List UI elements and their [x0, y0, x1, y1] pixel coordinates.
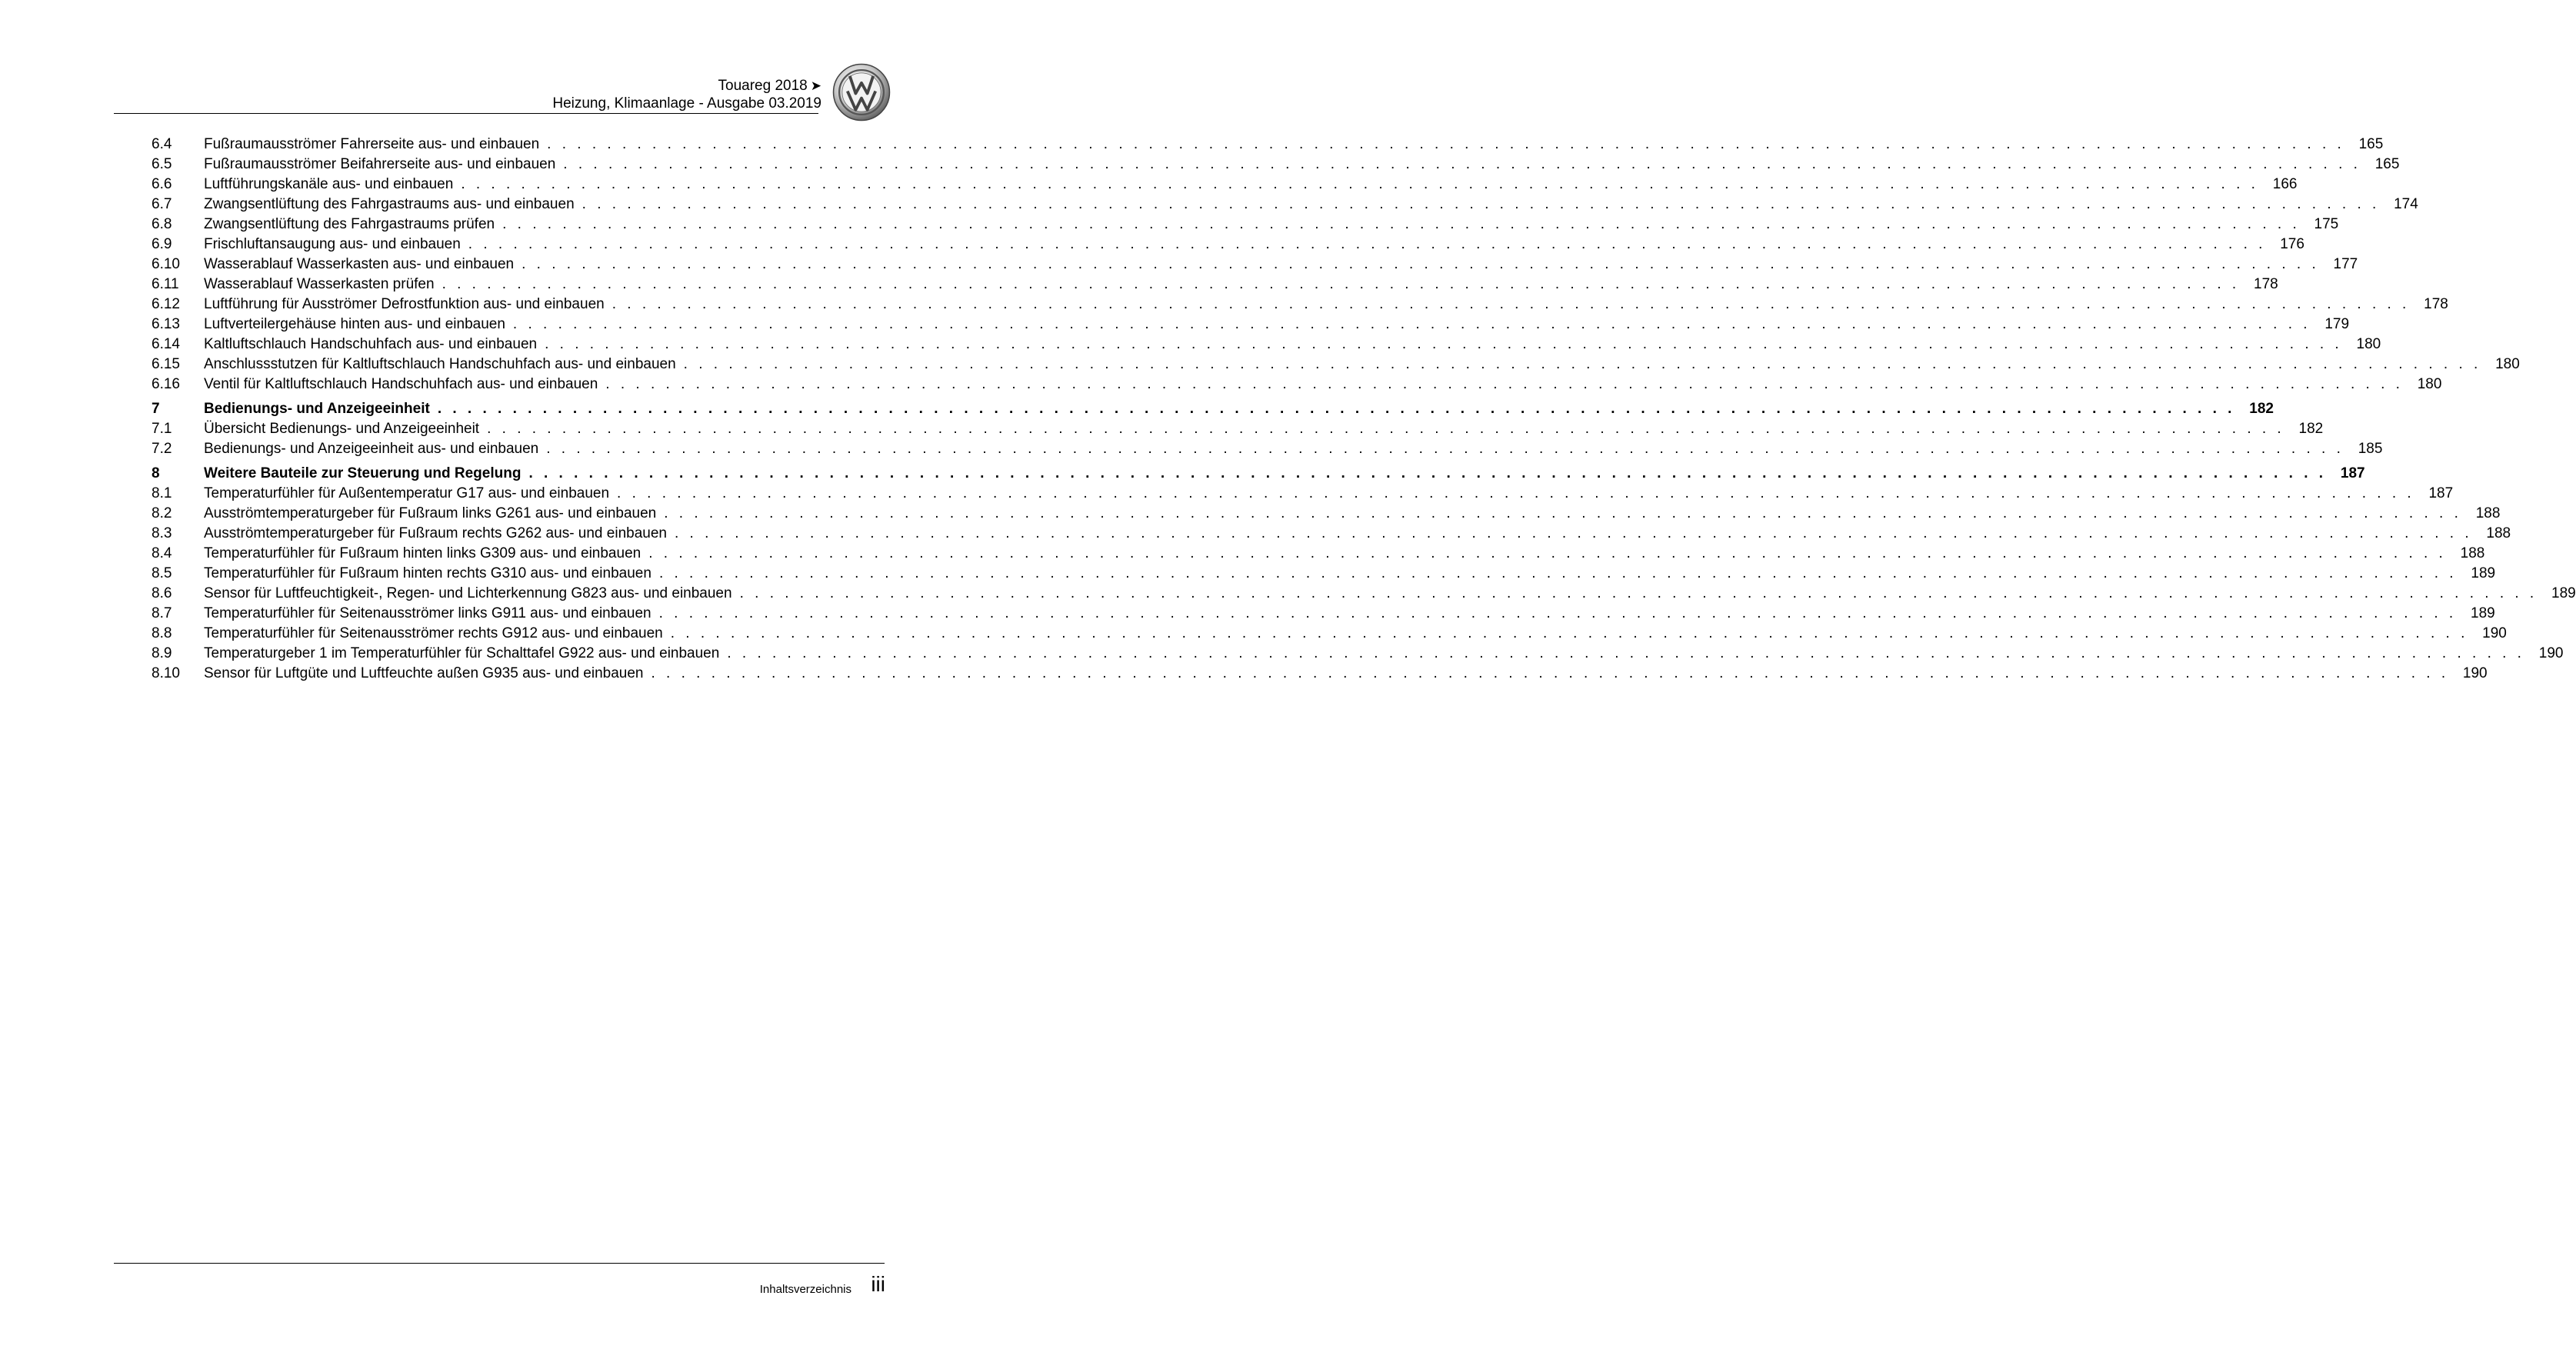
toc-dot-leader: . . . . . . . . . . . . . . . . . . . . . . . . . . . . . . . . . . . . . . . . . . . . . . . . . . . . . . . . . . . . . . . . . . . . . . . . . . . . . . . . . . . . . . . . . . . . . . . . . . . . . . . . . . . . . . . . . . . . . . . .	[617, 485, 2415, 501]
toc-number: 6.12	[152, 296, 180, 312]
toc-page-number: 182	[2249, 401, 2274, 417]
toc-title: Temperaturgeber 1 im Temperaturfühler für Schalttafel G922 aus- und einbauen	[204, 645, 720, 661]
toc-page-number: 185	[2358, 441, 2383, 457]
toc-dot-leader: . . . . . . . . . . . . . . . . . . . . . . . . . . . . . . . . . . . . . . . . . . . . . . . . . . . . . . . . . . . . . . . . . . . . . . . . . . . . . . . . . . . . . . . . . . . . . . . . . . . . . . . . . . . . . . . . . . . . . . . .	[658, 565, 2458, 581]
toc-number: 8.4	[152, 545, 172, 561]
toc-title: Sensor für Luftfeuchtigkeit-, Regen- und Lichterkennung G823 aus- und einbauen	[204, 585, 732, 601]
toc-row[interactable]	[152, 295, 2448, 315]
toc-dot-leader: . . . . . . . . . . . . . . . . . . . . . . . . . . . . . . . . . . . . . . . . . . . . . . . . . . . . . . . . . . . . . . . . . . . . . . . . . . . . . . . . . . . . . . . . . . . . . . . . . . . . . . . . . . . . . . . . . . . . . . . .	[605, 376, 2404, 392]
toc-page-number: 182	[2298, 421, 2324, 437]
toc-number: 6.7	[152, 196, 172, 212]
toc-dot-leader: . . . . . . . . . . . . . . . . . . . . . . . . . . . . . . . . . . . . . . . . . . . . . . . . . . . . . . . . . . . . . . . . . . . . . . . . . . . . . . . . . . . . . . . . . . . . . . . . . . . . . . . . . . . . . . . . . . . . . . . .	[582, 196, 2380, 212]
header-model	[552, 77, 821, 95]
toc-page-number: 177	[2333, 256, 2358, 272]
toc-row[interactable]	[152, 524, 2511, 544]
toc-dot-leader: . . . . . . . . . . . . . . . . . . . . . . . . . . . . . . . . . . . . . . . . . . . . . . . . . . . . . . . . . . . . . . . . . . . . . . . . . . . . . . . . . . . . . . . . . . . . . . . . . . . . . . . . . . . . . . . . . . . . . . . .	[487, 421, 2285, 437]
toc-number: 6.6	[152, 176, 172, 192]
toc-row[interactable]	[152, 584, 2576, 604]
toc-number: 8.10	[152, 665, 180, 681]
toc-title: Temperaturfühler für Seitenausströmer rechts G912 aus- und einbauen	[204, 625, 663, 641]
toc-page-number: 165	[2374, 156, 2400, 172]
toc-page-number: 188	[2486, 525, 2511, 541]
toc-title: Ventil für Kaltluftschlauch Handschuhfach aus- und einbauen	[204, 376, 598, 392]
toc-title: Sensor für Luftgüte und Luftfeuchte außen G935 aus- und einbauen	[204, 665, 644, 681]
toc-dot-leader: . . . . . . . . . . . . . . . . . . . . . . . . . . . . . . . . . . . . . . . . . . . . . . . . . . . . . . . . . . . . . . . . . . . . . . . . . . . . . . . . . . . . . . . . . . . . . . . . . . . . . . . . . . . . . . . . . . . . . . . .	[468, 236, 2266, 252]
toc-row[interactable]	[152, 544, 2485, 564]
toc-row[interactable]	[152, 355, 2520, 375]
toc-page-number: 188	[2460, 545, 2485, 561]
toc-row[interactable]	[152, 275, 2278, 295]
toc-number: 7.2	[152, 441, 172, 457]
toc-page-number: 174	[2394, 196, 2418, 212]
toc-number: 8.3	[152, 525, 172, 541]
toc-dot-leader: . . . . . . . . . . . . . . . . . . . . . . . . . . . . . . . . . . . . . . . . . . . . . . . . . . . . . . . . . . . . . . . . . . . . . . . . . . . . . . . . . . . . . . . . . . . . . . . . . . . . . . . . . . . . . . . . . . . . . . . .	[651, 665, 2449, 681]
toc-title: Temperaturfühler für Fußraum hinten rechts G310 aus- und einbauen	[204, 565, 651, 581]
toc-row[interactable]	[152, 235, 2304, 255]
toc-page-number: 180	[2356, 336, 2381, 352]
footer-section-label: Inhaltsverzeichnis	[759, 1283, 851, 1296]
toc-title: Fußraumausströmer Beifahrerseite aus- und einbauen	[204, 156, 556, 172]
toc-title: Luftführung für Ausströmer Defrostfunktion aus- und einbauen	[204, 296, 605, 312]
toc-dot-leader: . . . . . . . . . . . . . . . . . . . . . . . . . . . . . . . . . . . . . . . . . . . . . . . . . . . . . . . . . . . . . . . . . . . . . . . . . . . . . . . . . . . . . . . . . . . . . . . . . . . . . . . . . . . . . . . . . . . . . . . .	[545, 336, 2343, 352]
toc-page-number: 190	[2538, 645, 2564, 661]
toc-dot-leader: . . . . . . . . . . . . . . . . . . . . . . . . . . . . . . . . . . . . . . . . . . . . . . . . . . . . . . . . . . . . . . . . . . . . . . . . . . . . . . . . . . . . . . . . . . . . . . . . . . . . . . . . . . . . . . . . . . . . . . . .	[612, 296, 2410, 312]
header-divider	[114, 113, 818, 114]
toc-page-number: 190	[2482, 625, 2507, 641]
toc-title: Luftverteilergehäuse hinten aus- und einbauen	[204, 316, 505, 332]
toc-page-number: 166	[2272, 176, 2298, 192]
table-of-contents	[152, 135, 2576, 684]
toc-page-number: 189	[2551, 585, 2576, 601]
toc-number: 6.4	[152, 136, 172, 152]
toc-page-number: 175	[2314, 216, 2339, 232]
toc-dot-leader: . . . . . . . . . . . . . . . . . . . . . . . . . . . . . . . . . . . . . . . . . . . . . . . . . . . . . . . . . . . . . . . . . . . . . . . . . . . . . . . . . . . . . . . . . . . . . . . . . . . . . . . . . . . . . . . . . . . . . . . .	[512, 316, 2311, 332]
toc-row[interactable]	[152, 315, 2350, 335]
vw-logo-icon	[832, 63, 891, 122]
toc-row[interactable]	[152, 175, 2298, 195]
toc-dot-leader: . . . . . . . . . . . . . . . . . . . . . . . . . . . . . . . . . . . . . . . . . . . . . . . . . . . . . . . . . . . . . . . . . . . . . . . . . . . . . . . . . . . . . . . . . . . . . . . . . . . . . . . . . . . . . . . . . . . . . . . .	[670, 625, 2468, 641]
toc-row[interactable]	[152, 624, 2507, 644]
toc-row[interactable]	[152, 215, 2339, 235]
toc-page-number: 178	[2254, 276, 2278, 292]
toc-title: Zwangsentlüftung des Fahrgastraums prüfen	[204, 216, 495, 232]
arrow-right-icon: ➤	[810, 78, 821, 93]
toc-number: 6.9	[152, 236, 172, 252]
toc-number: 8	[152, 465, 160, 481]
toc-title: Fußraumausströmer Fahrerseite aus- und einbauen	[204, 136, 540, 152]
toc-number: 6.8	[152, 216, 172, 232]
toc-row[interactable]	[152, 155, 2400, 175]
toc-dot-leader: . . . . . . . . . . . . . . . . . . . . . . . . . . . . . . . . . . . . . . . . . . . . . . . . . . . . . . . . . . . . . . . . . . . . . . . . . . . . . . . . . . . . . . . . . . . . . . . . . . . . . . . . . . . . . . . . . . . . . . . .	[563, 156, 2361, 172]
toc-dot-leader: . . . . . . . . . . . . . . . . . . . . . . . . . . . . . . . . . . . . . . . . . . . . . . . . . . . . . . . . . . . . . . . . . . . . . . . . . . . . . . . . . . . . . . . . . . . . . . . . . . . . . . . . . . . . . . . . . . . . . . . .	[739, 585, 2538, 601]
toc-number: 6.16	[152, 376, 180, 392]
toc-number: 8.8	[152, 625, 172, 641]
toc-number: 6.5	[152, 156, 172, 172]
toc-number: 6.13	[152, 316, 180, 332]
toc-number: 8.5	[152, 565, 172, 581]
toc-number: 6.10	[152, 256, 180, 272]
toc-number: 7.1	[152, 421, 172, 437]
toc-dot-leader: . . . . . . . . . . . . . . . . . . . . . . . . . . . . . . . . . . . . . . . . . . . . . . . . . . . . . . . . . . . . . . . . . . . . . . . . . . . . . . . . . . . . . . . . . . . . . . . . . . . . . . . . . . . . . . . . . . . . . . . .	[437, 401, 2235, 417]
toc-dot-leader: . . . . . . . . . . . . . . . . . . . . . . . . . . . . . . . . . . . . . . . . . . . . . . . . . . . . . . . . . . . . . . . . . . . . . . . . . . . . . . . . . . . . . . . . . . . . . . . . . . . . . . . . . . . . . . . . . . . . . . . .	[461, 176, 2259, 192]
toc-title: Frischluftansaugung aus- und einbauen	[204, 236, 461, 252]
toc-row[interactable]	[152, 135, 2384, 155]
toc-number: 6.11	[152, 276, 179, 292]
toc-dot-leader: . . . . . . . . . . . . . . . . . . . . . . . . . . . . . . . . . . . . . . . . . . . . . . . . . . . . . . . . . . . . . . . . . . . . . . . . . . . . . . . . . . . . . . . . . . . . . . . . . . . . . . . . . . . . . . . . . . . . . . . .	[674, 525, 2473, 541]
toc-title: Luftführungskanäle aus- und einbauen	[204, 176, 454, 192]
toc-title: Wasserablauf Wasserkasten prüfen	[204, 276, 435, 292]
toc-title: Ausströmtemperaturgeber für Fußraum links G261 aus- und einbauen	[204, 505, 657, 521]
toc-dot-leader: . . . . . . . . . . . . . . . . . . . . . . . . . . . . . . . . . . . . . . . . . . . . . . . . . . . . . . . . . . . . . . . . . . . . . . . . . . . . . . . . . . . . . . . . . . . . . . . . . . . . . . . . . . . . . . . . . . . . . . . .	[648, 545, 2447, 561]
toc-row[interactable]	[152, 419, 2324, 439]
toc-page-number: 188	[2475, 505, 2501, 521]
toc-chapter-row[interactable]	[152, 464, 2365, 484]
toc-row[interactable]	[152, 195, 2418, 215]
header-model-text: Touareg 2018	[718, 78, 808, 94]
toc-page-number: 180	[2495, 356, 2520, 372]
toc-dot-leader: . . . . . . . . . . . . . . . . . . . . . . . . . . . . . . . . . . . . . . . . . . . . . . . . . . . . . . . . . . . . . . . . . . . . . . . . . . . . . . . . . . . . . . . . . . . . . . . . . . . . . . . . . . . . . . . . . . . . . . . .	[683, 356, 2481, 372]
toc-number: 8.6	[152, 585, 172, 601]
footer-page-number: iii	[871, 1272, 885, 1296]
toc-title: Ausströmtemperaturgeber für Fußraum rechts G262 aus- und einbauen	[204, 525, 667, 541]
toc-dot-leader: . . . . . . . . . . . . . . . . . . . . . . . . . . . . . . . . . . . . . . . . . . . . . . . . . . . . . . . . . . . . . . . . . . . . . . . . . . . . . . . . . . . . . . . . . . . . . . . . . . . . . . . . . . . . . . . . . . . . . . . .	[502, 216, 2301, 232]
toc-title: Kaltluftschlauch Handschuhfach aus- und einbauen	[204, 336, 538, 352]
toc-title: Temperaturfühler für Seitenausströmer links G911 aus- und einbauen	[204, 605, 651, 621]
toc-row[interactable]	[152, 375, 2442, 395]
toc-page-number: 176	[2280, 236, 2304, 252]
toc-number: 8.9	[152, 645, 172, 661]
toc-dot-leader: . . . . . . . . . . . . . . . . . . . . . . . . . . . . . . . . . . . . . . . . . . . . . . . . . . . . . . . . . . . . . . . . . . . . . . . . . . . . . . . . . . . . . . . . . . . . . . . . . . . . . . . . . . . . . . . . . . . . . . . .	[658, 605, 2457, 621]
footer-divider	[114, 1263, 885, 1264]
toc-page-number: 179	[2324, 316, 2350, 332]
toc-row[interactable]	[152, 255, 2358, 275]
toc-number: 8.1	[152, 485, 172, 501]
toc-chapter-row[interactable]	[152, 399, 2274, 419]
toc-dot-leader: . . . . . . . . . . . . . . . . . . . . . . . . . . . . . . . . . . . . . . . . . . . . . . . . . . . . . . . . . . . . . . . . . . . . . . . . . . . . . . . . . . . . . . . . . . . . . . . . . . . . . . . . . . . . . . . . . . . . . . . .	[546, 441, 2344, 457]
toc-dot-leader: . . . . . . . . . . . . . . . . . . . . . . . . . . . . . . . . . . . . . . . . . . . . . . . . . . . . . . . . . . . . . . . . . . . . . . . . . . . . . . . . . . . . . . . . . . . . . . . . . . . . . . . . . . . . . . . . . . . . . . . .	[442, 276, 2240, 292]
toc-row[interactable]	[152, 504, 2501, 524]
header-manual-title: Heizung, Klimaanlage - Ausgabe 03.2019	[552, 95, 821, 112]
toc-title: Bedienungs- und Anzeigeeinheit aus- und einbauen	[204, 441, 539, 457]
toc-page-number: 190	[2462, 665, 2488, 681]
toc-title: Bedienungs- und Anzeigeeinheit	[204, 401, 430, 417]
toc-page-number: 165	[2358, 136, 2384, 152]
toc-dot-leader: . . . . . . . . . . . . . . . . . . . . . . . . . . . . . . . . . . . . . . . . . . . . . . . . . . . . . . . . . . . . . . . . . . . . . . . . . . . . . . . . . . . . . . . . . . . . . . . . . . . . . . . . . . . . . . . . . . . . . . . .	[664, 505, 2462, 521]
toc-title: Temperaturfühler für Außentemperatur G17 aus- und einbauen	[204, 485, 610, 501]
toc-row[interactable]	[152, 564, 2496, 584]
toc-page-number: 180	[2417, 376, 2442, 392]
toc-title: Zwangsentlüftung des Fahrgastraums aus- und einbauen	[204, 196, 575, 212]
toc-title: Weitere Bauteile zur Steuerung und Regelung	[204, 465, 522, 481]
toc-row[interactable]	[152, 664, 2488, 684]
toc-row[interactable]	[152, 439, 2383, 459]
toc-dot-leader: . . . . . . . . . . . . . . . . . . . . . . . . . . . . . . . . . . . . . . . . . . . . . . . . . . . . . . . . . . . . . . . . . . . . . . . . . . . . . . . . . . . . . . . . . . . . . . . . . . . . . . . . . . . . . . . . . . . . . . . .	[522, 256, 2320, 272]
toc-number: 6.15	[152, 356, 180, 372]
toc-page-number: 187	[2428, 485, 2454, 501]
toc-title: Anschlussstutzen für Kaltluftschlauch Handschuhfach aus- und einbauen	[204, 356, 676, 372]
toc-title: Temperaturfühler für Fußraum hinten links G309 aus- und einbauen	[204, 545, 642, 561]
toc-number: 8.2	[152, 505, 172, 521]
toc-title: Wasserablauf Wasserkasten aus- und einbauen	[204, 256, 515, 272]
toc-number: 8.7	[152, 605, 172, 621]
toc-row[interactable]	[152, 644, 2564, 664]
toc-row[interactable]	[152, 335, 2381, 355]
toc-row[interactable]	[152, 484, 2454, 504]
toc-number: 7	[152, 401, 160, 417]
toc-row[interactable]	[152, 604, 2495, 624]
toc-page-number: 189	[2471, 565, 2496, 581]
toc-page-number: 178	[2424, 296, 2448, 312]
toc-page-number: 189	[2471, 605, 2495, 621]
toc-page-number: 187	[2340, 465, 2365, 481]
toc-dot-leader: . . . . . . . . . . . . . . . . . . . . . . . . . . . . . . . . . . . . . . . . . . . . . . . . . . . . . . . . . . . . . . . . . . . . . . . . . . . . . . . . . . . . . . . . . . . . . . . . . . . . . . . . . . . . . . . . . . . . . . . .	[528, 465, 2327, 481]
toc-dot-leader: . . . . . . . . . . . . . . . . . . . . . . . . . . . . . . . . . . . . . . . . . . . . . . . . . . . . . . . . . . . . . . . . . . . . . . . . . . . . . . . . . . . . . . . . . . . . . . . . . . . . . . . . . . . . . . . . . . . . . . . .	[727, 645, 2525, 661]
toc-dot-leader: . . . . . . . . . . . . . . . . . . . . . . . . . . . . . . . . . . . . . . . . . . . . . . . . . . . . . . . . . . . . . . . . . . . . . . . . . . . . . . . . . . . . . . . . . . . . . . . . . . . . . . . . . . . . . . . . . . . . . . . .	[547, 136, 2345, 152]
toc-title: Übersicht Bedienungs- und Anzeigeeinheit	[204, 421, 480, 437]
toc-number: 6.14	[152, 336, 180, 352]
running-header	[552, 77, 821, 112]
